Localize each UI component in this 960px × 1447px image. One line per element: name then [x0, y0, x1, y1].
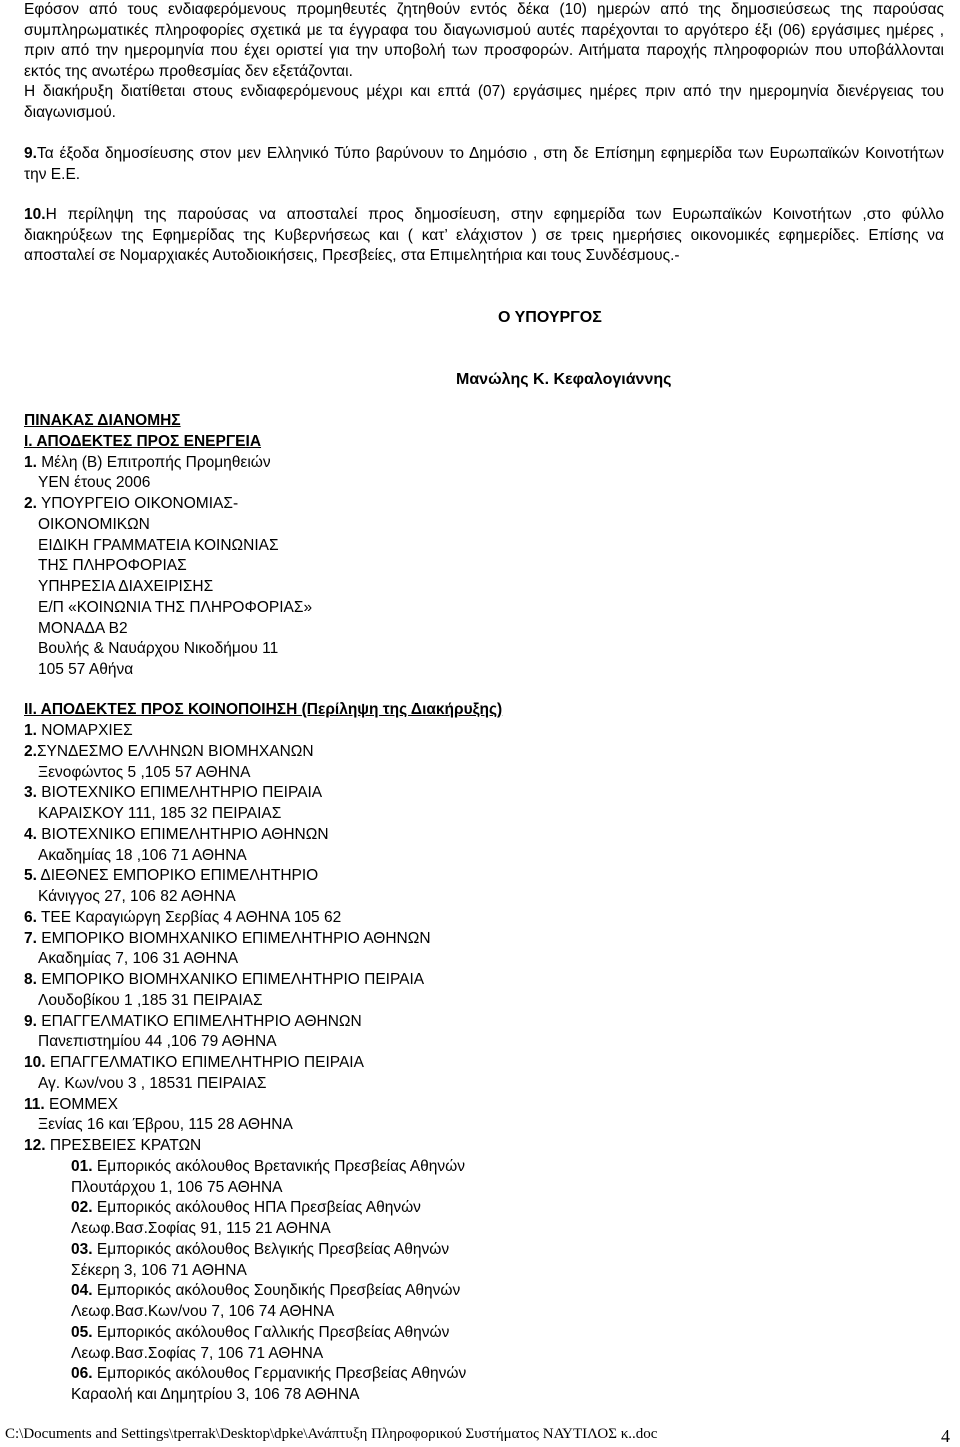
list-item-text: ΟΙΚΟΝΟΜΙΚΩΝ [38, 515, 150, 533]
section-1-heading: Ι. ΑΠΟΔΕΚΤΕΣ ΠΡΟΣ ΕΝΕΡΓΕΙΑ [24, 432, 262, 450]
list-item-number: 6. [24, 908, 37, 926]
list-item [38, 598, 312, 619]
list-item [71, 1178, 283, 1199]
list-item-text: ΜΟΝΑΔΑ Β2 [38, 619, 128, 637]
list-item-text: Ακαδημίας 18 ,106 71 ΑΘΗΝΑ [38, 846, 247, 864]
list-item [71, 1240, 449, 1261]
list-item-text: Αγ. Κων/νου 3 , 18531 ΠΕΙΡΑΙΑΣ [38, 1074, 267, 1092]
list-item [71, 1198, 421, 1219]
list-item [38, 536, 279, 557]
list-item [24, 825, 329, 846]
list-item [71, 1261, 247, 1282]
list-item [38, 949, 238, 970]
list-item [71, 1344, 323, 1365]
list-item-text: ΤΗΣ ΠΛΗΡΟΦΟΡΙΑΣ [38, 557, 187, 575]
list-item-number: 01. [71, 1157, 93, 1175]
list-item-number: 1. [24, 453, 37, 471]
list-item [71, 1157, 465, 1178]
list-item-text: 105 57 Αθήνα [38, 661, 134, 678]
list-item-number: 02. [71, 1199, 93, 1217]
list-item-text: ΝΟΜΑΡΧΙΕΣ [41, 722, 133, 739]
list-item [71, 1302, 334, 1323]
list-item-text: Ακαδημίας 7, 106 31 ΑΘΗΝΑ [38, 950, 239, 968]
list-item-number: 3. [24, 784, 37, 802]
list-item-text: ΥΠΗΡΕΣΙΑ ΔΙΑΧΕΙΡΙΣΗΣ [38, 578, 214, 595]
list-item-text: Εμπορικός ακόλουθος ΗΠΑ Πρεσβείας Αθηνών [96, 1199, 421, 1217]
list-item-text: Ξενοφώντος 5 ,105 57 ΑΘΗΝΑ [38, 763, 251, 781]
list-item-number: 2. [24, 495, 37, 512]
page-number: 4 [941, 1426, 950, 1446]
list-item-text: ΕΠΑΓΓΕΛΜΑΤΙΚΟ ΕΠΙΜΕΛΗΤΗΡΙΟ ΑΘΗΝΩΝ [41, 1012, 362, 1030]
list-item [38, 639, 278, 660]
list-item-number: 06. [71, 1365, 93, 1383]
list-item-text: ΥΕΝ έτους 2006 [38, 474, 151, 492]
list-item [71, 1219, 331, 1240]
list-item-text: ΣΥΝΔΕΣΜΟ ΕΛΛΗΝΩΝ ΒΙΟΜΗΧΑΝΩΝ [36, 742, 314, 760]
list-item-text: ΕΟΜΜΕΧ [49, 1095, 118, 1113]
list-item [38, 577, 213, 598]
list-item-number: 12. [24, 1137, 46, 1154]
list-item [38, 991, 263, 1012]
list-item-text: ΒΙΟΤΕΧΝΙΚΟ ΕΠΙΜΕΛΗΤΗΡΙΟ ΠΕΙΡΑΙΑ [41, 784, 323, 802]
list-item-text: Εμπορικός ακόλουθος Γαλλικής Πρεσβείας Αθηνών [96, 1323, 450, 1341]
list-item [24, 1012, 362, 1033]
list-item [24, 494, 238, 515]
paragraph-info-requests: Εφόσον από τους ενδιαφερόμενους προμηθευτές ζητηθούν εντός δέκα (10) ημερών από της δημοσιεύσεως της παρούσας συμπληρωματικές πληροφορίες σχετικά με τα έγγραφα του διαγωνισμού αυτές παρέχονται το αργότερο έξι (06) εργάσιμες ημέρες , πριν από την ημερομηνία που έχει οριστεί για την υποβολή των προσφορών. Αιτήματα παροχής πληροφοριών που υποβάλλονται εκτός της ανωτέρω προθεσμίας δεν εξετάζονται. [24, 1, 944, 80]
list-item-text: ΕΜΠΟΡΙΚΟ ΒΙΟΜΗΧΑΝΙΚΟ ΕΠΙΜΕΛΗΤΗΡΙΟ ΑΘΗΝΩΝ [41, 929, 431, 947]
list-item-text: Πλουτάρχου 1, 106 75 ΑΘΗΝΑ [71, 1178, 283, 1196]
list-item [71, 1323, 449, 1344]
list-item [24, 908, 341, 929]
list-item [38, 846, 247, 867]
list-item-text: Σέκερη 3, 106 71 ΑΘΗΝΑ [71, 1261, 247, 1279]
list-item-number: 10. [24, 1054, 46, 1071]
list-item-number: 7. [24, 929, 37, 947]
distribution-heading: ΠΙΝΑΚΑΣ ΔΙΑΝΟΜΗΣ [24, 412, 181, 429]
list-item [38, 887, 236, 908]
section-2-heading: ΙΙ. ΑΠΟΔΕΚΤΕΣ ΠΡΟΣ ΚΟΙΝΟΠΟΙΗΣΗ (Περίληψη της Διακήρυξης) [24, 701, 503, 718]
list-item [38, 1074, 266, 1095]
list-item [24, 453, 271, 474]
list-item-text: Λεωφ.Βασ.Κων/νου 7, 106 74 ΑΘΗΝΑ [71, 1303, 335, 1320]
paragraph-10-summary-dispatch [24, 205, 944, 267]
list-item-text: Πανεπιστημίου 44 ,106 79 ΑΘΗΝΑ [38, 1033, 277, 1051]
list-item-text: ΥΠΟΥΡΓΕΙΟ ΟΙΚΟΝΟΜΙΑΣ- [40, 495, 239, 512]
list-item-number: 5. [24, 867, 37, 885]
list-item [71, 1364, 466, 1385]
list-item-text: Κάνιγγος 27, 106 82 ΑΘΗΝΑ [38, 888, 236, 905]
list-item-number: 8. [24, 971, 37, 988]
list-item-number: 9. [24, 1012, 37, 1030]
list-item [38, 515, 150, 536]
paragraph-number: 9. [24, 145, 37, 162]
list-item-number: 2. [24, 742, 37, 760]
paragraph-text: Η περίληψη της παρούσας να αποσταλεί προς δημοσίευση, στην εφημερίδα των Ευρωπαϊκών Κοινοτήτων ,στο φύλλο διακηρύξεων της Εφημερίδας της Κυβερνήσεως και ( κατ’ ελάχιστον ) σε τρεις ημερήσιες οικονομικές εφημερίδες. Επίσης να αποσταλεί σε Νομαρχιακές Αυτοδιοικήσεις, Πρεσβείες, στα Επιμελητήρια και τους Συνδέσμους.- [24, 206, 944, 264]
list-item-text: Μέλη (Β) Επιτροπής Προμηθειών [41, 453, 271, 471]
list-item-text: ΤΕΕ Καραγιώργη Σερβίας 4 ΑΘΗΝΑ 105 62 [40, 908, 342, 926]
list-item-number: 11. [24, 1095, 45, 1113]
footer-file-path: C:\Documents and Settings\tperrak\Desktop\dpke\Ανάπτυξη Πληροφορικού Συστήματος ΝΑΥΤΙΛΟΣ κ..doc [5, 1426, 658, 1442]
paragraph-number: 10. [24, 206, 46, 223]
list-item-text: ΕΙΔΙΚΗ ΓΡΑΜΜΑΤΕΙΑ ΚΟΙΝΩΝΙΑΣ [38, 536, 279, 554]
list-item-text: Εμπορικός ακόλουθος Βελγικής Πρεσβείας Αθηνών [96, 1240, 450, 1258]
list-item [38, 660, 133, 681]
list-item-number: 03. [71, 1240, 93, 1258]
list-item [24, 929, 431, 950]
list-item-text: Καραολή και Δημητρίου 3, 106 78 ΑΘΗΝΑ [71, 1386, 360, 1403]
list-item [38, 1032, 277, 1053]
list-item-text: ΠΡΕΣΒΕΙΕΣ ΚΡΑΤΩΝ [49, 1137, 202, 1154]
list-item-text: ΒΙΟΤΕΧΝΙΚΟ ΕΠΙΜΕΛΗΤΗΡΙΟ ΑΘΗΝΩΝ [41, 825, 329, 843]
paragraph-9-publication-costs [24, 144, 944, 185]
list-item-text: Λουδοβίκου 1 ,185 31 ΠΕΙΡΑΙΑΣ [38, 991, 263, 1009]
list-item [24, 1136, 201, 1157]
list-item [24, 1095, 118, 1116]
list-item [24, 742, 314, 763]
list-item [24, 1053, 364, 1074]
list-item-number: 1. [24, 722, 37, 739]
list-item-text: ΚΑΡΑΙΣΚΟΥ 111, 185 32 ΠΕΙΡΑΙΑΣ [38, 805, 282, 822]
list-item [24, 970, 424, 991]
list-item-text: Λεωφ.Βασ.Σοφίας 7, 106 71 ΑΘΗΝΑ [71, 1344, 324, 1362]
signature-title: Ο ΥΠΟΥΡΓΟΣ [498, 309, 602, 326]
list-item-text: Εμπορικός ακόλουθος Σουηδικής Πρεσβείας Αθηνών [96, 1282, 461, 1300]
list-item [38, 804, 281, 825]
list-item-text: ΔΙΕΘΝΕΣ ΕΜΠΟΡΙΚΟ ΕΠΙΜΕΛΗΤΗΡΙΟ [40, 867, 319, 885]
list-item [71, 1281, 460, 1302]
list-item [38, 1115, 293, 1136]
list-item [24, 866, 318, 887]
list-item [24, 721, 133, 742]
list-item-number: 04. [71, 1282, 93, 1300]
paragraph-text: Τα έξοδα δημοσίευσης στον μεν Ελληνικό Τύπο βαρύνουν το Δημόσιο , στη δε Επίσημη εφημερίδα των Ευρωπαϊκών Κοινοτήτων την Ε.Ε. [24, 145, 944, 183]
list-item [38, 763, 250, 784]
list-item [24, 783, 322, 804]
list-item-text: Εμπορικός ακόλουθος Γερμανικής Πρεσβείας Αθηνών [96, 1365, 467, 1383]
list-item [38, 619, 128, 640]
list-item-text: Ε/Π «ΚΟΙΝΩΝΙΑ ΤΗΣ ΠΛΗΡΟΦΟΡΙΑΣ» [38, 598, 313, 616]
list-item-text: Ξενίας 16 και Έβρου, 115 28 ΑΘΗΝΑ [38, 1116, 293, 1134]
list-item-number: 4. [24, 825, 37, 843]
list-item-text: Λεωφ.Βασ.Σοφίας 91, 115 21 ΑΘΗΝΑ [71, 1220, 331, 1237]
signature-name: Μανώλης Κ. Κεφαλογιάννης [456, 371, 672, 388]
list-item-text: Εμπορικός ακόλουθος Βρετανικής Πρεσβείας Αθηνών [96, 1157, 466, 1175]
list-item [38, 473, 150, 494]
paragraph-availability: Η διακήρυξη διατίθεται στους ενδιαφερόμενους μέχρι και επτά (07) εργάσιμες ημέρες πριν από την ημερομηνία διενέργειας του διαγωνισμού. [24, 83, 944, 121]
list-item-text: ΕΠΑΓΓΕΛΜΑΤΙΚΟ ΕΠΙΜΕΛΗΤΗΡΙΟ ΠΕΙΡΑΙΑ [49, 1054, 364, 1071]
list-item-text: ΕΜΠΟΡΙΚΟ ΒΙΟΜΗΧΑΝΙΚΟ ΕΠΙΜΕΛΗΤΗΡΙΟ ΠΕΙΡΑΙΑ [41, 971, 425, 988]
list-item [38, 556, 187, 577]
list-item-text: Βουλής & Ναυάρχου Νικοδήμου 11 [38, 640, 279, 658]
list-item [71, 1385, 360, 1406]
list-item-number: 05. [71, 1323, 93, 1341]
